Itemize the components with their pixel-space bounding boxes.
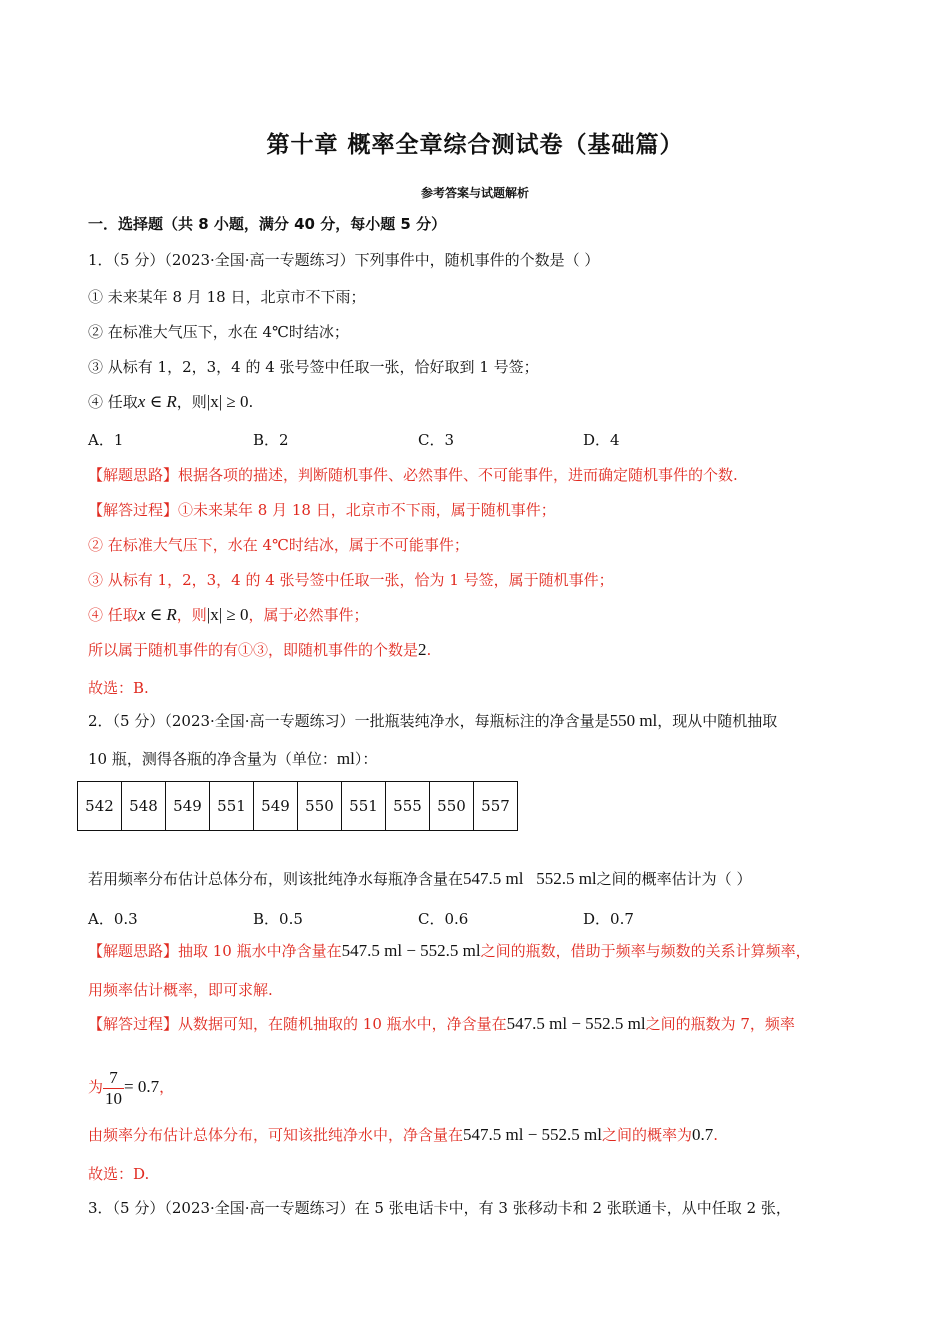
q2-question-text-a: 若用频率分布估计总体分布，则该批纯净水每瓶净含量在 xyxy=(88,870,464,888)
q2-stem-line-2 xyxy=(88,749,377,769)
q1-conclusion-number: 2 xyxy=(418,640,427,659)
q3-stem: 3．（5 分）（2023·全国·高一专题练习）在 5 张电话卡中，有 3 张移动卡和 2 张联通卡，从中任取 2 张， xyxy=(88,1199,791,1217)
q1-item-4-prefix: ④ 任取 xyxy=(88,393,138,411)
q1-conclusion xyxy=(88,640,431,660)
q1-solution-step-4 xyxy=(88,605,368,625)
q2-idea-text-b: 之间的瓶数，借助于频率与频数的关系计算频率， xyxy=(480,942,811,960)
q2-frequency-line xyxy=(88,1066,174,1109)
table-cell: 557 xyxy=(474,782,518,831)
q2-stem-math: 550 ml xyxy=(609,711,658,730)
q2-fraction-numerator: 7 xyxy=(103,1068,124,1089)
q1-step-4-math-1: x ∈ R xyxy=(137,605,177,624)
q2-option-d: D．0.7 xyxy=(583,910,634,928)
q2-process-math: 547.5 ml − 552.5 ml xyxy=(506,1014,646,1033)
q2-frac-prefix: 为 xyxy=(88,1078,104,1096)
page-title: 第十章 概率全章综合测试卷（基础篇） xyxy=(266,132,684,158)
q1-step-4-prefix: ④ 任取 xyxy=(88,606,138,624)
q2-estimate-end: . xyxy=(713,1126,719,1144)
q1-solution-idea: 【解题思路】根据各项的描述，判断随机事件、必然事件、不可能事件，进而确定随机事件的个数. xyxy=(88,466,738,484)
q1-item-3: ③ 从标有 1，2，3，4 的 4 张号签中任取一张，恰好取到 1 号签； xyxy=(88,358,539,376)
q1-item-1: ① 未来某年 8 月 18 日，北京市不下雨； xyxy=(88,288,366,306)
page-subtitle: 参考答案与试题解析 xyxy=(420,186,529,200)
q1-item-4-end: . xyxy=(248,393,254,411)
q2-stem-unit: ml xyxy=(336,749,355,768)
q2-frac-result: = 0.7 xyxy=(124,1077,160,1096)
q1-solution-step-1: 【解答过程】①未来某年 8 月 18 日，北京市不下雨，属于随机事件； xyxy=(88,501,556,519)
table-cell: 550 xyxy=(298,782,342,831)
q2-process-text-b: 之间的瓶数为 7，频率 xyxy=(645,1015,795,1033)
q1-option-b: B．2 xyxy=(253,431,289,449)
q2-estimate-text-b: 之间的概率为 xyxy=(602,1126,693,1144)
q2-question-text-b: 之间的概率估计为（ ） xyxy=(596,870,752,888)
q2-option-a: A．0.3 xyxy=(88,910,138,928)
q2-option-c: C．0.6 xyxy=(418,910,469,928)
q2-option-b: B．0.5 xyxy=(253,910,303,928)
q1-stem: 1．（5 分）（2023·全国·高一专题练习）下列事件中，随机事件的个数是（ ） xyxy=(88,251,600,269)
q1-option-a: A．1 xyxy=(88,431,124,449)
q1-option-d: D．4 xyxy=(583,431,620,449)
q1-answer: 故选：B. xyxy=(88,679,149,697)
q1-item-2: ② 在标准大气压下，水在 4℃时结冰； xyxy=(88,323,349,341)
q2-fraction-denominator: 10 xyxy=(105,1088,123,1108)
q2-process-text-a: 【解答过程】从数据可知，在随机抽取的 10 瓶水中，净含量在 xyxy=(88,1015,507,1033)
q2-question-math: 547.5 ml 552.5 ml xyxy=(463,869,597,888)
table-cell: 551 xyxy=(342,782,386,831)
q2-estimate-math: 547.5 ml − 552.5 ml xyxy=(463,1125,602,1144)
q1-solution-step-2: ② 在标准大气压下，水在 4℃时结冰，属于不可能事件； xyxy=(88,536,469,554)
q1-step-4-math-2: |x| ≥ 0 xyxy=(206,605,249,624)
q2-stem-line-1 xyxy=(88,711,777,731)
q2-estimate xyxy=(88,1125,718,1145)
q2-stem-line-2-end: ）： xyxy=(354,750,378,768)
q1-solution-step-3: ③ 从标有 1，2，3，4 的 4 张号签中任取一张，恰为 1 号签，属于随机事件； xyxy=(88,571,614,589)
q2-stem-line-2-text: 10 瓶，测得各瓶的净含量为（单位： xyxy=(88,750,337,768)
q1-item-4 xyxy=(88,392,253,412)
table-cell: 549 xyxy=(166,782,210,831)
table-cell: 551 xyxy=(210,782,254,831)
q2-answer: 故选：D. xyxy=(88,1165,150,1183)
q2-idea-text-a: 【解题思路】抽取 10 瓶水中净含量在 xyxy=(88,942,342,960)
q1-item-4-mid: ，则 xyxy=(176,393,207,411)
q1-conclusion-end: . xyxy=(426,641,432,659)
q1-item-4-math-2: |x| ≥ 0 xyxy=(206,392,249,411)
section-heading: 一．选择题（共 8 小题，满分 40 分，每小题 5 分） xyxy=(88,215,447,233)
q2-estimate-text-a: 由频率分布估计总体分布，可知该批纯净水中，净含量在 xyxy=(88,1126,464,1144)
table-cell: 550 xyxy=(430,782,474,831)
q1-item-4-math-1: x ∈ R xyxy=(137,392,177,411)
q2-question xyxy=(88,869,751,889)
q2-solution-process xyxy=(88,1014,795,1034)
table-cell: 548 xyxy=(122,782,166,831)
q2-fraction xyxy=(103,1068,124,1109)
q1-option-c: C．3 xyxy=(418,431,455,449)
q2-frac-end: ， xyxy=(159,1078,175,1096)
q2-stem-text-b: ，现从中随机抽取 xyxy=(657,712,778,730)
table-row xyxy=(78,782,518,831)
q1-conclusion-text: 所以属于随机事件的有①③，即随机事件的个数是 xyxy=(88,641,419,659)
q2-idea-math: 547.5 ml − 552.5 ml xyxy=(341,941,481,960)
q2-solution-idea-line-2: 用频率估计概率，即可求解. xyxy=(88,981,273,999)
q2-solution-idea xyxy=(88,941,811,961)
q1-step-4-mid: ，则 xyxy=(176,606,207,624)
q1-step-4-end: ，属于必然事件； xyxy=(248,606,369,624)
q2-stem-text-a: 2．（5 分）（2023·全国·高一专题练习）一批瓶装纯净水，每瓶标注的净含量是 xyxy=(88,712,610,730)
table-cell: 549 xyxy=(254,782,298,831)
q2-estimate-value: 0.7 xyxy=(692,1125,714,1144)
q2-data-table xyxy=(77,781,518,831)
table-cell: 555 xyxy=(386,782,430,831)
table-cell: 542 xyxy=(78,782,122,831)
